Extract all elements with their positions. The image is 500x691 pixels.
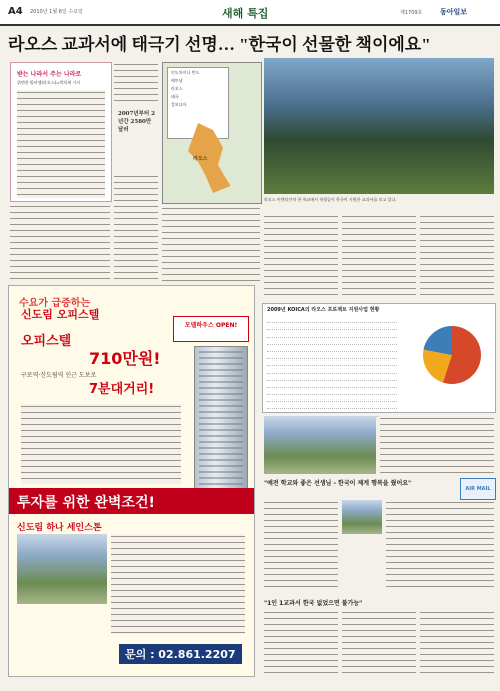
ad-details — [111, 534, 245, 634]
sidebar-box — [10, 62, 112, 202]
sidebar-title: 받는 나라서 주는 나라로 — [17, 71, 82, 78]
page-number: A4 — [8, 6, 23, 17]
ad-price: 710만원! — [89, 349, 161, 368]
article-column-4 — [264, 214, 338, 300]
issue-number: 제1709호 — [400, 10, 423, 16]
airmail-badge: AIR MAIL — [460, 478, 496, 500]
sidebar-text — [17, 90, 105, 198]
paper-logo: 동아일보 — [440, 8, 468, 16]
box-headline: "예전 학교와 좋은 선생님 - 한국이 제게 행복을 줬어요" — [264, 480, 412, 487]
ad-feature-list — [21, 404, 181, 484]
advertisement — [8, 285, 255, 677]
pull-quote: 2007년부터 2년간 2580만 달러 — [118, 111, 155, 133]
photo-caption: 라오스 비엔티안의 한 학교에서 학생들이 한국이 지원한 교과서를 보고 있다. — [264, 197, 397, 202]
mini-column-3 — [420, 610, 494, 676]
page-header — [0, 0, 500, 26]
mini-column-2 — [342, 610, 416, 676]
date: 2010년 1월 6일 수요일 — [30, 9, 83, 15]
map-label: 라오스 — [193, 156, 208, 162]
ad-banner: 투자를 위한 완벽조건! — [9, 488, 254, 514]
chart-title: 2009년 KOICA의 라오스 프로젝트 지원사업 현황 — [267, 307, 380, 313]
group-photo — [264, 416, 376, 474]
project-table — [267, 316, 397, 417]
article-column-2-top — [114, 62, 158, 106]
koica-chart-box — [262, 303, 496, 413]
building-image — [194, 346, 248, 498]
ad-rent-label-2: 7분대거리! — [89, 382, 155, 397]
pie-chart — [423, 326, 481, 384]
ad-site-photo — [17, 534, 107, 604]
section-title: 새해 특집 — [222, 7, 269, 20]
mini-column-1 — [264, 610, 338, 676]
ad-subhead: 신도림 하나 세인스톤 — [17, 523, 102, 533]
ad-top-line: 수요가 급증하는 — [19, 298, 91, 309]
article-column-2 — [114, 174, 158, 282]
ad-phone: 문의 : 02.861.2207 — [119, 644, 242, 664]
ad-size-label: 오피스텔 — [21, 334, 72, 349]
photo2-caption — [380, 416, 494, 474]
article-column-3 — [162, 206, 260, 282]
box-column-1 — [264, 500, 338, 590]
sidebar-sub: 위엔찬·방비엥(라오스)=박희제 기자 — [17, 80, 81, 85]
portrait-photo — [342, 500, 382, 534]
article-column-6 — [420, 214, 494, 300]
ad-name: 신도림 오피스텔 — [21, 308, 100, 321]
model-house-badge: 모델하우스 OPEN! — [173, 316, 249, 342]
mini-headline: "1인 1교과서 한국 없었으면 불가능" — [264, 600, 363, 607]
laos-map — [162, 62, 262, 204]
main-photo — [264, 58, 494, 194]
headline: 라오스 교과서에 태극기 선명… "한국이 선물한 책이에요" — [8, 35, 431, 54]
article-column-5 — [342, 214, 416, 300]
article-column-1 — [10, 204, 110, 282]
map-legend: 인도차이나 반도 베트남 라오스 태국 캄보디아 — [167, 67, 229, 139]
ad-rent-label: 구로역·신도림역 인근 도보로 — [21, 372, 97, 379]
box-column-2 — [386, 500, 494, 590]
